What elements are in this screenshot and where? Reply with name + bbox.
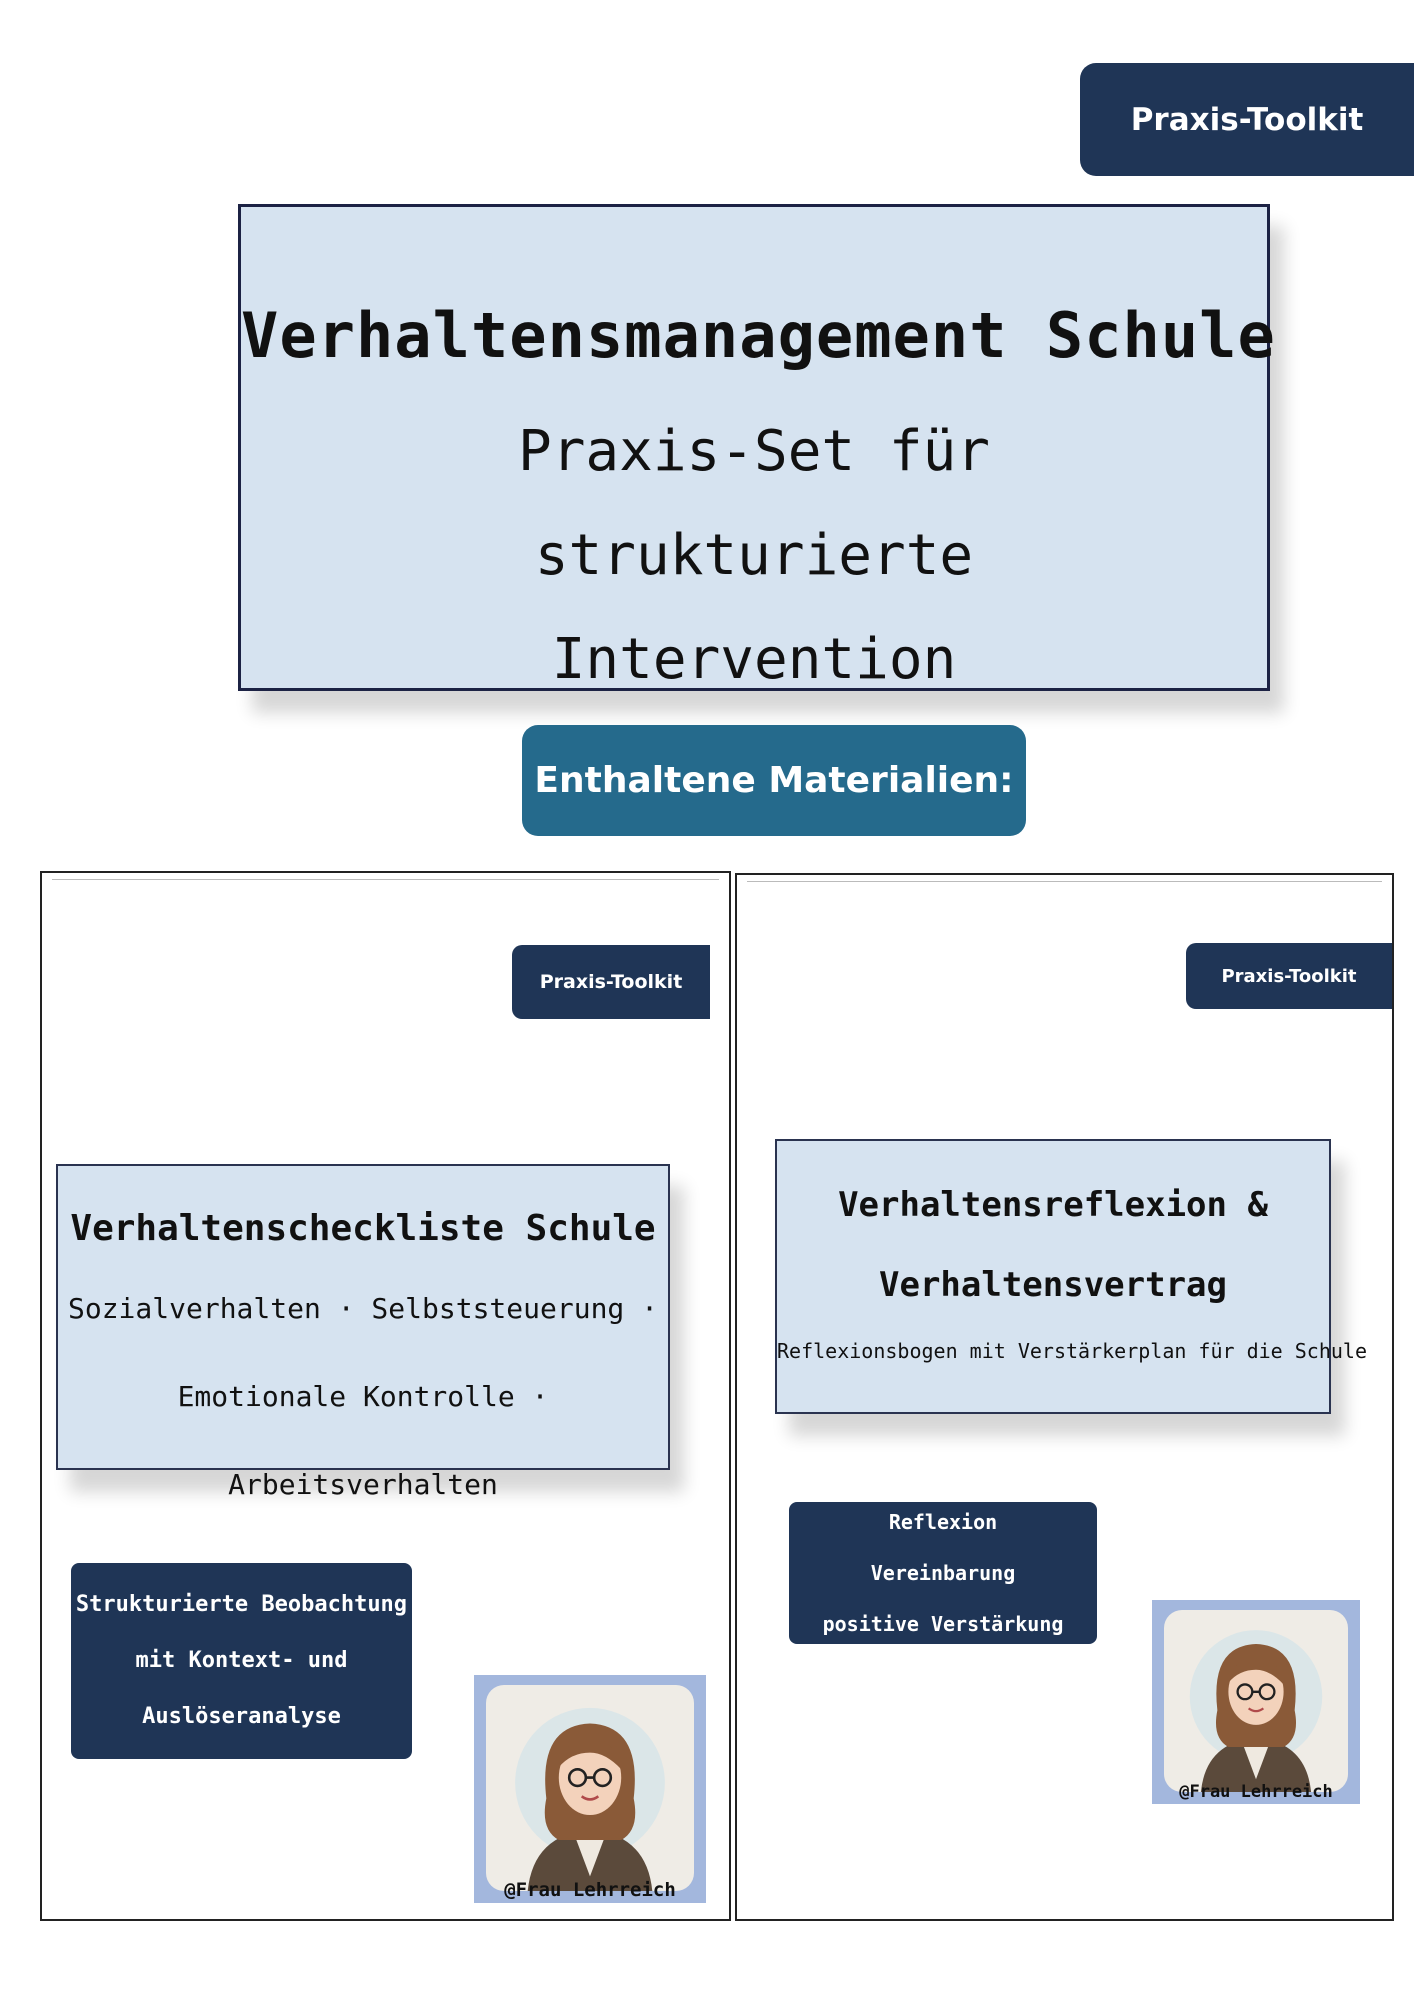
reflection-title-line-1: Verhaltensreflexion & bbox=[838, 1185, 1268, 1225]
reflection-info-box bbox=[789, 1502, 1097, 1644]
praxis-toolkit-tag: Praxis-Toolkit bbox=[512, 945, 710, 1019]
info-line: Auslöseranalyse bbox=[142, 1704, 341, 1729]
observation-info-box bbox=[71, 1563, 412, 1759]
info-line: Strukturierte Beobachtung bbox=[75, 1592, 408, 1617]
author-handle: @Frau Lehrreich bbox=[1179, 1782, 1333, 1802]
reflection-title-line-2: Verhaltensvertrag bbox=[879, 1265, 1227, 1305]
page-subtitle: Praxis-Set für strukturierte Intervention bbox=[517, 419, 990, 692]
reflection-title bbox=[777, 1165, 1329, 1325]
checklist-categories-line-1: Sozialverhalten · Selbststeuerung · bbox=[67, 1292, 658, 1325]
preview-page-checklist bbox=[40, 871, 731, 1921]
reflection-title-card bbox=[775, 1139, 1368, 1414]
checklist-title-card bbox=[56, 1164, 670, 1501]
preview-page-reflection bbox=[735, 873, 1394, 1921]
page-divider bbox=[52, 879, 719, 880]
teacher-avatar-icon bbox=[486, 1685, 694, 1891]
main-title-card bbox=[238, 204, 1276, 692]
page-divider bbox=[747, 881, 1382, 882]
info-line: mit Kontext- und bbox=[135, 1648, 348, 1673]
teacher-avatar-icon bbox=[1164, 1610, 1348, 1792]
praxis-toolkit-tag: Praxis-Toolkit bbox=[1080, 63, 1414, 176]
checklist-categories-line-2: Emotionale Kontrolle · Arbeitsverhalten bbox=[177, 1380, 549, 1501]
praxis-toolkit-tag: Praxis-Toolkit bbox=[1186, 943, 1392, 1009]
checklist-title: Verhaltenscheckliste Schule bbox=[70, 1208, 656, 1249]
page-title: Verhaltensmanagement Schule bbox=[241, 299, 1276, 372]
info-line: positive Verstärkung bbox=[822, 1611, 1064, 1636]
author-avatar bbox=[474, 1675, 706, 1903]
author-avatar bbox=[1152, 1600, 1360, 1804]
info-line: Reflexion bbox=[888, 1509, 998, 1534]
reflection-subtitle: Reflexionsbogen mit Verstärkerplan für die Schule bbox=[777, 1339, 1368, 1363]
info-line: Vereinbarung bbox=[870, 1560, 1016, 1585]
checklist-categories bbox=[58, 1265, 668, 1529]
author-handle: @Frau Lehrreich bbox=[504, 1879, 676, 1901]
materials-heading: Enthaltene Materialien: bbox=[522, 725, 1026, 836]
